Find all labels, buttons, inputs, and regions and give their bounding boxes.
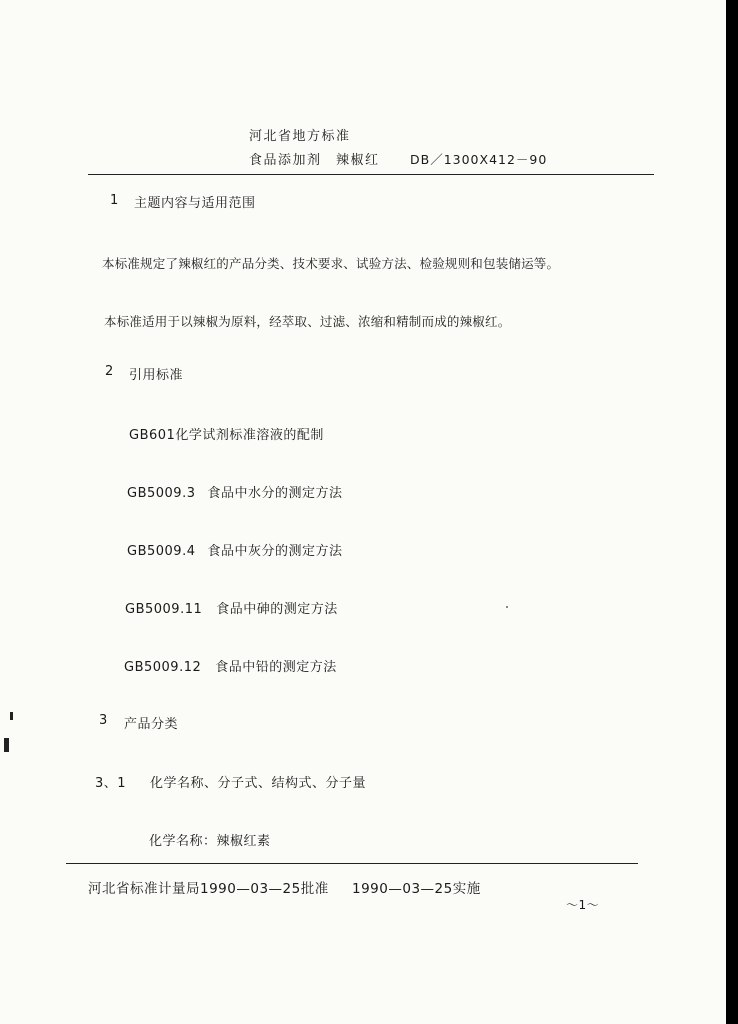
header-rule [88,174,654,175]
scan-speck [10,712,13,720]
reference-title: 食品中水分的测定方法 [207,486,343,501]
reference-code: GB5009.12 [124,660,202,675]
reference-title: 食品中灰分的测定方法 [207,544,343,559]
subsection-number: 3、1 [95,776,127,791]
footer-approved: 河北省标准计量局1990—03—25批准 [88,881,329,897]
footer-page-number: ～1～ [566,898,600,912]
reference-5 [124,656,337,675]
reference-code: GB601 [129,428,176,443]
section-3-number: 3 [99,713,108,728]
section-2-heading: 引用标准 [129,368,184,383]
section-1-heading: 主题内容与适用范围 [134,196,256,211]
reference-4 [125,598,338,617]
subsection-heading: 化学名称、分子式、结构式、分子量 [150,776,367,791]
reference-title: 食品中砷的测定方法 [216,602,338,617]
reference-code: GB5009.3 [127,486,196,501]
paragraph-applicability: 本标准适用于以辣椒为原料，经萃取、过滤、浓缩和精制而成的辣椒红。 [104,314,511,329]
header-title: 食品添加剂 辣椒红 [249,153,380,168]
reference-3 [127,540,343,559]
scan-speck [4,738,9,752]
paragraph-scope: 本标准规定了辣椒红的产品分类、技术要求、试验方法、检验规则和包装储运等。 [102,256,560,271]
footer-rule [66,863,638,864]
reference-2 [127,482,343,501]
section-2-number: 2 [105,364,114,379]
footer-effective: 1990—03—25实施 [352,881,481,897]
header-line1: 河北省地方标准 [249,129,351,144]
chemical-name-label: 化学名称： [149,834,217,849]
chemical-name-value: 辣椒红素 [216,834,271,849]
reference-1 [129,424,324,443]
section-1-number: 1 [110,193,119,208]
chemical-name-line [149,830,271,849]
reference-code: GB5009.11 [125,602,203,617]
section-3-heading: 产品分类 [124,717,179,732]
header-code: DB／1300X412－90 [410,152,548,167]
reference-title: 食品中铅的测定方法 [215,660,337,675]
scan-speck [506,606,508,608]
reference-title: 化学试剂标准溶液的配制 [175,428,324,443]
reference-code: GB5009.4 [127,544,196,559]
